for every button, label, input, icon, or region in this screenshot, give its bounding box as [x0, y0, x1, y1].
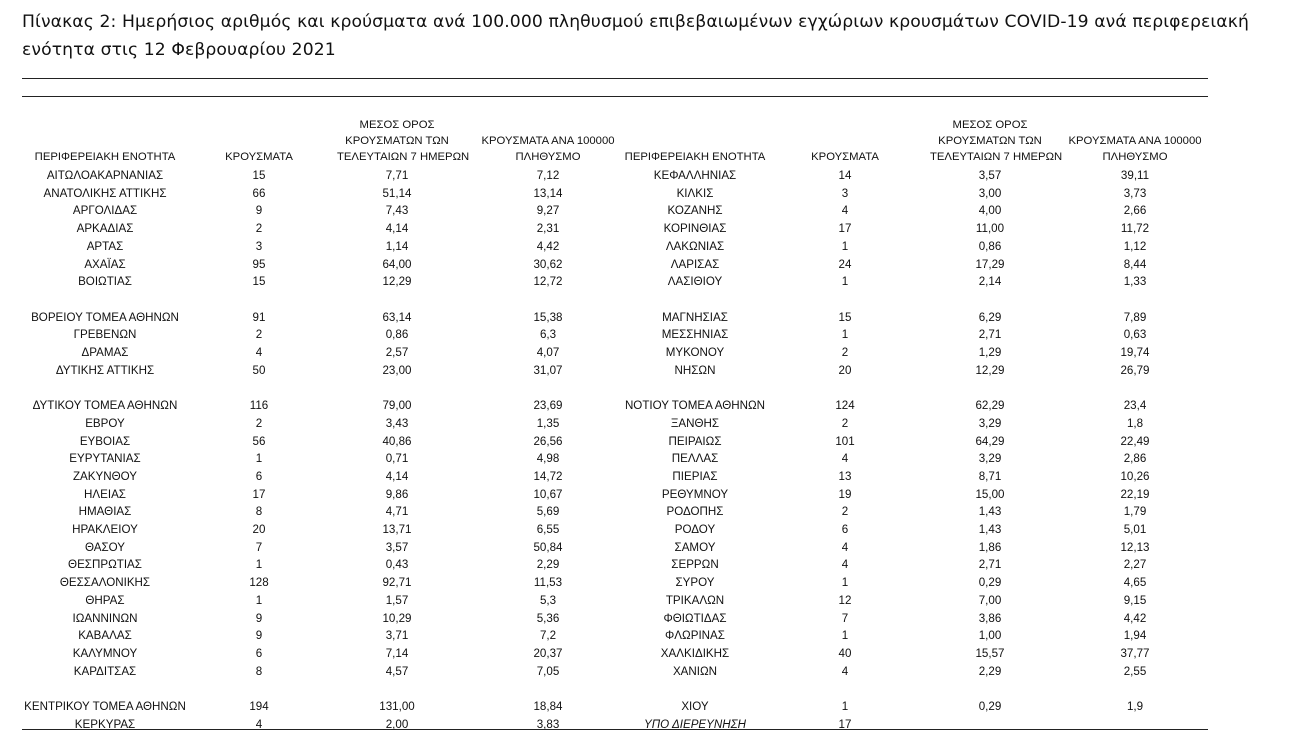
right-region-name: ΥΠΟ ΔΙΕΡΕΥΝΗΣΗ — [644, 717, 746, 731]
right-header-region: ΠΕΡΙΦΕΡΕΙΑΚΗ ΕΝΟΤΗΤΑ — [624, 151, 766, 163]
left-region-name: ΖΑΚΥΝΘΟΥ — [72, 469, 138, 483]
left-region-name: ΑΙΤΩΛΟΑΚΑΡΝΑΝΙΑΣ — [46, 169, 164, 182]
left-cases-value: 6 — [255, 469, 263, 483]
left-region-name: ΚΕΝΤΡΙΚΟΥ ΤΟΜΕΑ ΑΘΗΝΩΝ — [24, 700, 186, 713]
left-cases-value: 4 — [255, 346, 263, 359]
left-avg7-value: 7,71 — [385, 169, 409, 182]
right-per100k-value: 1,79 — [1123, 505, 1147, 519]
left-cases-value: 8 — [255, 664, 263, 678]
left-cases-value: 6 — [255, 646, 263, 660]
left-per100k-value: 4,07 — [536, 346, 560, 359]
left-per100k-value: 50,84 — [533, 540, 563, 554]
left-cases-value: 3 — [255, 239, 263, 253]
left-region-name: ΚΕΡΚΥΡΑΣ — [74, 717, 136, 731]
right-per100k-value: 11,72 — [1120, 222, 1150, 236]
left-cases-value: 66 — [252, 186, 266, 200]
right-per100k-value: 37,77 — [1120, 646, 1150, 660]
right-region-name: ΦΛΩΡΙΝΑΣ — [665, 629, 725, 643]
left-cases-value: 1 — [255, 593, 263, 607]
right-per100k-value: 5,01 — [1123, 523, 1147, 536]
right-per100k-value: 10,26 — [1120, 469, 1150, 483]
left-avg7-value: 0,71 — [385, 452, 409, 466]
left-per100k-value: 2,31 — [536, 222, 560, 236]
left-cases-value: 91 — [252, 310, 266, 324]
left-region-name: ΗΜΑΘΙΑΣ — [78, 505, 132, 519]
left-avg7-value: 4,57 — [385, 664, 409, 678]
right-avg7-value: 3,00 — [978, 186, 1002, 200]
right-region-name: ΛΑΚΩΝΙΑΣ — [665, 239, 725, 253]
right-avg7-value: 11,00 — [975, 222, 1005, 236]
left-avg7-value: 4,71 — [385, 505, 409, 519]
right-per100k-value: 23,4 — [1123, 399, 1147, 413]
left-header-region: ΠΕΡΙΦΕΡΕΙΑΚΗ ΕΝΟΤΗΤΑ — [34, 151, 176, 163]
left-per100k-value: 1,35 — [536, 416, 560, 430]
left-region-name: ΒΟΙΩΤΙΑΣ — [78, 275, 132, 289]
right-cases-value: 2 — [841, 346, 849, 359]
right-cases-value: 1 — [841, 629, 849, 643]
right-cases-value: 7 — [841, 611, 849, 625]
right-cases-value: 24 — [838, 257, 852, 271]
left-avg7-value: 7,43 — [385, 204, 409, 218]
left-per100k-value: 6,3 — [539, 328, 557, 342]
left-region-name: ΙΩΑΝΝΙΝΩΝ — [72, 611, 138, 625]
right-cases-value: 20 — [838, 363, 852, 377]
left-per100k-value: 10,67 — [533, 487, 563, 501]
left-region-name: ΕΒΡΟΥ — [85, 416, 125, 430]
left-avg7-value: 0,86 — [385, 328, 409, 342]
right-per100k-value: 3,73 — [1123, 186, 1147, 200]
right-avg7-value: 0,29 — [978, 700, 1002, 713]
right-per100k-value: 4,65 — [1123, 576, 1147, 590]
right-cases-value: 3 — [841, 186, 849, 200]
left-region-name: ΘΗΡΑΣ — [85, 593, 125, 607]
left-per100k-value: 12,72 — [533, 275, 563, 289]
left-avg7-value: 2,57 — [385, 346, 409, 359]
right-per100k-value: 2,27 — [1123, 558, 1147, 572]
right-cases-value: 101 — [835, 434, 855, 448]
right-per100k-value: 19,74 — [1120, 346, 1150, 359]
left-avg7-value: 40,86 — [382, 434, 412, 448]
right-region-name: ΚΟΡΙΝΘΙΑΣ — [663, 222, 727, 236]
right-region-name: ΣΥΡΟΥ — [675, 576, 715, 590]
left-avg7-value: 51,14 — [382, 186, 412, 200]
right-avg7-value: 2,71 — [978, 328, 1002, 342]
right-region-name: ΠΕΛΛΑΣ — [671, 452, 719, 466]
right-cases-value: 1 — [841, 239, 849, 253]
right-avg7-value: 64,29 — [975, 434, 1005, 448]
left-cases-value: 116 — [249, 399, 269, 413]
right-cases-value: 15 — [838, 310, 852, 324]
right-region-name: ΣΑΜΟΥ — [674, 540, 716, 554]
left-avg7-value: 7,14 — [385, 646, 409, 660]
right-per100k-value: 12,13 — [1120, 540, 1150, 554]
left-per100k-value: 13,14 — [533, 186, 563, 200]
right-avg7-value: 1,00 — [978, 629, 1002, 643]
right-region-name: ΤΡΙΚΑΛΩΝ — [665, 593, 725, 607]
left-avg7-value: 3,57 — [385, 540, 409, 554]
left-per100k-value: 2,29 — [536, 558, 560, 572]
right-avg7-value: 4,00 — [978, 204, 1002, 218]
left-cases-value: 2 — [255, 222, 263, 236]
right-per100k-value: 22,19 — [1120, 487, 1150, 501]
right-cases-value: 1 — [841, 576, 849, 590]
left-region-name: ΚΑΛΥΜΝΟΥ — [72, 646, 138, 660]
right-per100k-value: 1,8 — [1126, 416, 1144, 430]
left-region-name: ΚΑΒΑΛΑΣ — [78, 629, 132, 643]
right-region-name: ΜΕΣΣΗΝΙΑΣ — [661, 328, 729, 342]
right-cases-value: 19 — [838, 487, 852, 501]
right-cases-value: 17 — [838, 717, 852, 731]
right-cases-value: 4 — [841, 664, 849, 678]
left-avg7-value: 4,14 — [385, 469, 409, 483]
left-avg7-value: 92,71 — [382, 576, 412, 590]
right-cases-value: 17 — [838, 222, 852, 236]
right-region-name: ΜΑΓΝΗΣΙΑΣ — [662, 310, 728, 324]
right-avg7-value: 6,29 — [978, 310, 1002, 324]
right-header-avg7: ΜΕΣΟΣ ΟΡΟΣ — [952, 119, 1028, 131]
left-region-name: ΑΡΓΟΛΙΔΑΣ — [72, 204, 138, 218]
left-avg7-value: 63,14 — [382, 310, 412, 324]
right-per100k-value: 2,55 — [1123, 664, 1147, 678]
right-per100k-value: 22,49 — [1120, 434, 1150, 448]
left-region-name: ΔΡΑΜΑΣ — [81, 346, 129, 359]
left-cases-value: 20 — [252, 523, 266, 536]
right-region-name: ΜΥΚΟΝΟΥ — [665, 346, 725, 359]
right-region-name: ΛΑΡΙΣΑΣ — [670, 257, 720, 271]
left-region-name: ΒΟΡΕΙΟΥ ΤΟΜΕΑ ΑΘΗΝΩΝ — [31, 310, 179, 324]
right-per100k-value: 26,79 — [1120, 363, 1150, 377]
left-avg7-value: 9,86 — [385, 487, 409, 501]
right-per100k-value: 8,44 — [1123, 257, 1147, 271]
left-region-name: ΑΧΑΪΑΣ — [84, 257, 126, 271]
left-region-name: ΓΡΕΒΕΝΩΝ — [73, 328, 137, 342]
left-per100k-value: 30,62 — [533, 257, 563, 271]
left-per100k-value: 11,53 — [533, 576, 563, 590]
right-header-avg7: ΚΡΟΥΣΜΑΤΩΝ ΤΩΝ — [938, 135, 1042, 147]
right-per100k-value: 1,94 — [1123, 629, 1147, 643]
right-region-name: ΚΟΖΑΝΗΣ — [667, 204, 723, 218]
right-avg7-value: 2,29 — [978, 664, 1002, 678]
left-per100k-value: 5,36 — [536, 611, 560, 625]
left-per100k-value: 26,56 — [533, 434, 563, 448]
left-region-name: ΑΡΚΑΔΙΑΣ — [76, 222, 134, 236]
left-header-avg7: ΜΕΣΟΣ ΟΡΟΣ — [359, 119, 435, 131]
right-avg7-value: 15,00 — [975, 487, 1005, 501]
right-cases-value: 1 — [841, 275, 849, 289]
left-cases-value: 1 — [255, 558, 263, 572]
left-per100k-value: 20,37 — [533, 646, 563, 660]
left-per100k-value: 18,84 — [533, 700, 563, 713]
left-region-name: ΗΡΑΚΛΕΙΟΥ — [72, 523, 138, 536]
left-cases-value: 15 — [252, 275, 266, 289]
right-region-name: ΛΑΣΙΘΙΟΥ — [667, 275, 723, 289]
left-avg7-value: 131,00 — [379, 700, 415, 713]
right-header-cases: ΚΡΟΥΣΜΑΤΑ — [811, 151, 879, 163]
right-cases-value: 2 — [841, 505, 849, 519]
right-region-name: ΧΑΛΚΙΔΙΚΗΣ — [660, 646, 730, 660]
right-region-name: ΠΙΕΡΙΑΣ — [672, 469, 718, 483]
left-avg7-value: 3,43 — [385, 416, 409, 430]
left-avg7-value: 79,00 — [382, 399, 412, 413]
left-avg7-value: 12,29 — [382, 275, 412, 289]
left-cases-value: 1 — [255, 452, 263, 466]
right-avg7-value: 3,29 — [978, 452, 1002, 466]
right-avg7-value: 1,43 — [978, 505, 1002, 519]
right-avg7-value: 12,29 — [975, 363, 1005, 377]
left-per100k-value: 31,07 — [533, 363, 563, 377]
left-avg7-value: 13,71 — [382, 523, 412, 536]
left-avg7-value: 4,14 — [385, 222, 409, 236]
left-cases-value: 50 — [252, 363, 266, 377]
bottom-rule — [22, 729, 1208, 730]
right-per100k-value: 1,9 — [1126, 700, 1144, 713]
left-per100k-value: 6,55 — [536, 523, 560, 536]
right-per100k-value: 2,66 — [1123, 204, 1147, 218]
left-cases-value: 9 — [255, 629, 263, 643]
left-region-name: ΘΕΣΣΑΛΟΝΙΚΗΣ — [59, 576, 151, 590]
right-avg7-value: 1,43 — [978, 523, 1002, 536]
right-region-name: ΝΗΣΩΝ — [674, 363, 716, 377]
right-per100k-value: 4,42 — [1123, 611, 1147, 625]
right-avg7-value: 1,29 — [978, 346, 1002, 359]
right-cases-value: 6 — [841, 523, 849, 536]
right-cases-value: 13 — [838, 469, 852, 483]
right-cases-value: 1 — [841, 328, 849, 342]
left-avg7-value: 0,43 — [385, 558, 409, 572]
left-avg7-value: 3,71 — [385, 629, 409, 643]
left-per100k-value: 7,12 — [536, 169, 560, 182]
right-per100k-value: 9,15 — [1123, 593, 1147, 607]
right-header-per100k: ΚΡΟΥΣΜΑΤΑ ΑΝΑ 100000 — [1068, 135, 1202, 147]
left-per100k-value: 9,27 — [536, 204, 560, 218]
right-avg7-value: 8,71 — [978, 469, 1002, 483]
left-region-name: ΘΑΣΟΥ — [84, 540, 126, 554]
left-avg7-value: 64,00 — [382, 257, 412, 271]
right-cases-value: 2 — [841, 416, 849, 430]
right-region-name: ΡΟΔΟΥ — [674, 523, 716, 536]
left-cases-value: 56 — [252, 434, 266, 448]
left-per100k-value: 4,42 — [536, 239, 560, 253]
left-cases-value: 2 — [255, 328, 263, 342]
left-cases-value: 7 — [255, 540, 263, 554]
right-avg7-value: 2,71 — [978, 558, 1002, 572]
left-cases-value: 9 — [255, 204, 263, 218]
right-cases-value: 4 — [841, 452, 849, 466]
left-cases-value: 95 — [252, 257, 266, 271]
right-region-name: ΚΙΛΚΙΣ — [676, 186, 714, 200]
left-cases-value: 17 — [252, 487, 266, 501]
header-rule — [22, 96, 1208, 97]
right-avg7-value: 0,86 — [978, 239, 1002, 253]
right-avg7-value: 3,86 — [978, 611, 1002, 625]
right-region-name: ΦΘΙΩΤΙΔΑΣ — [663, 611, 727, 625]
right-cases-value: 124 — [835, 399, 855, 413]
left-region-name: ΘΕΣΠΡΩΤΙΑΣ — [68, 558, 142, 572]
right-cases-value: 4 — [841, 540, 849, 554]
left-region-name: ΑΝΑΤΟΛΙΚΗΣ ΑΤΤΙΚΗΣ — [43, 186, 167, 200]
left-per100k-value: 5,3 — [539, 593, 557, 607]
right-cases-value: 4 — [841, 558, 849, 572]
right-header-per100k: ΠΛΗΘΥΣΜΟ — [1102, 151, 1168, 163]
left-region-name: ΔΥΤΙΚΟΥ ΤΟΜΕΑ ΑΘΗΝΩΝ — [32, 399, 178, 413]
left-avg7-value: 1,14 — [385, 239, 409, 253]
right-region-name: ΧΑΝΙΩΝ — [672, 664, 718, 678]
left-per100k-value: 3,83 — [536, 717, 560, 731]
right-header-avg7: ΤΕΛΕΥΤΑΙΩΝ 7 ΗΜΕΡΩΝ — [930, 151, 1063, 163]
left-region-name: ΑΡΤΑΣ — [86, 239, 124, 253]
left-per100k-value: 7,2 — [539, 629, 557, 643]
right-cases-value: 12 — [838, 593, 852, 607]
left-region-name: ΔΥΤΙΚΗΣ ΑΤΤΙΚΗΣ — [55, 363, 155, 377]
left-header-per100k: ΠΛΗΘΥΣΜΟ — [515, 151, 581, 163]
right-avg7-value: 1,86 — [978, 540, 1002, 554]
left-avg7-value: 10,29 — [382, 611, 412, 625]
left-cases-value: 15 — [252, 169, 266, 182]
right-region-name: ΞΑΝΘΗΣ — [670, 416, 720, 430]
right-per100k-value: 7,89 — [1123, 310, 1147, 324]
left-cases-value: 128 — [249, 576, 269, 590]
right-region-name: ΠΕΙΡΑΙΩΣ — [668, 434, 722, 448]
left-cases-value: 9 — [255, 611, 263, 625]
left-avg7-value: 1,57 — [385, 593, 409, 607]
left-cases-value: 2 — [255, 416, 263, 430]
left-avg7-value: 2,00 — [385, 717, 409, 731]
right-cases-value: 14 — [838, 169, 852, 182]
left-per100k-value: 15,38 — [533, 310, 563, 324]
right-per100k-value: 39,11 — [1120, 169, 1150, 182]
left-cases-value: 8 — [255, 505, 263, 519]
left-avg7-value: 23,00 — [382, 363, 412, 377]
left-region-name: ΗΛΕΙΑΣ — [84, 487, 126, 501]
right-avg7-value: 15,57 — [975, 646, 1005, 660]
top-rule — [22, 78, 1208, 79]
left-per100k-value: 7,05 — [536, 664, 560, 678]
right-avg7-value: 2,14 — [978, 275, 1002, 289]
right-avg7-value: 3,29 — [978, 416, 1002, 430]
left-cases-value: 4 — [255, 717, 263, 731]
left-header-avg7: ΚΡΟΥΣΜΑΤΩΝ ΤΩΝ — [345, 135, 449, 147]
right-region-name: ΡΟΔΟΠΗΣ — [666, 505, 724, 519]
left-region-name: ΕΥΡΥΤΑΝΙΑΣ — [69, 452, 141, 466]
left-region-name: ΕΥΒΟΙΑΣ — [79, 434, 131, 448]
right-cases-value: 1 — [841, 700, 849, 713]
right-per100k-value: 0,63 — [1123, 328, 1147, 342]
left-per100k-value: 5,69 — [536, 505, 560, 519]
table-title: Πίνακας 2: Ημερήσιος αριθμός και κρούσματα ανά 100.000 πληθυσμού επιβεβαιωμένων εγχώριων κρουσμάτων COVID-19 ανά περιφερειακή ενότητα στις 12 Φεβρουαρίου 2021 — [22, 12, 1249, 60]
right-avg7-value: 17,29 — [975, 257, 1005, 271]
right-per100k-value: 1,33 — [1123, 275, 1147, 289]
right-avg7-value: 3,57 — [978, 169, 1002, 182]
left-header-per100k: ΚΡΟΥΣΜΑΤΑ ΑΝΑ 100000 — [481, 135, 615, 147]
right-per100k-value: 1,12 — [1123, 239, 1147, 253]
right-avg7-value: 7,00 — [978, 593, 1002, 607]
right-cases-value: 40 — [838, 646, 852, 660]
right-region-name: ΣΕΡΡΩΝ — [671, 558, 719, 572]
left-per100k-value: 23,69 — [533, 399, 563, 413]
left-per100k-value: 14,72 — [533, 469, 563, 483]
right-region-name: ΝΟΤΙΟΥ ΤΟΜΕΑ ΑΘΗΝΩΝ — [624, 399, 766, 413]
right-region-name: ΧΙΟΥ — [681, 700, 709, 713]
left-region-name: ΚΑΡΔΙΤΣΑΣ — [73, 664, 137, 678]
right-avg7-value: 62,29 — [975, 399, 1005, 413]
right-avg7-value: 0,29 — [978, 576, 1002, 590]
right-cases-value: 4 — [841, 204, 849, 218]
right-region-name: ΡΕΘΥΜΝΟΥ — [661, 487, 729, 501]
left-cases-value: 194 — [249, 700, 269, 713]
left-header-avg7: ΤΕΛΕΥΤΑΙΩΝ 7 ΗΜΕΡΩΝ — [337, 151, 470, 163]
right-region-name: ΚΕΦΑΛΛΗΝΙΑΣ — [653, 169, 737, 182]
left-header-cases: ΚΡΟΥΣΜΑΤΑ — [225, 151, 293, 163]
right-per100k-value: 2,86 — [1123, 452, 1147, 466]
left-per100k-value: 4,98 — [536, 452, 560, 466]
